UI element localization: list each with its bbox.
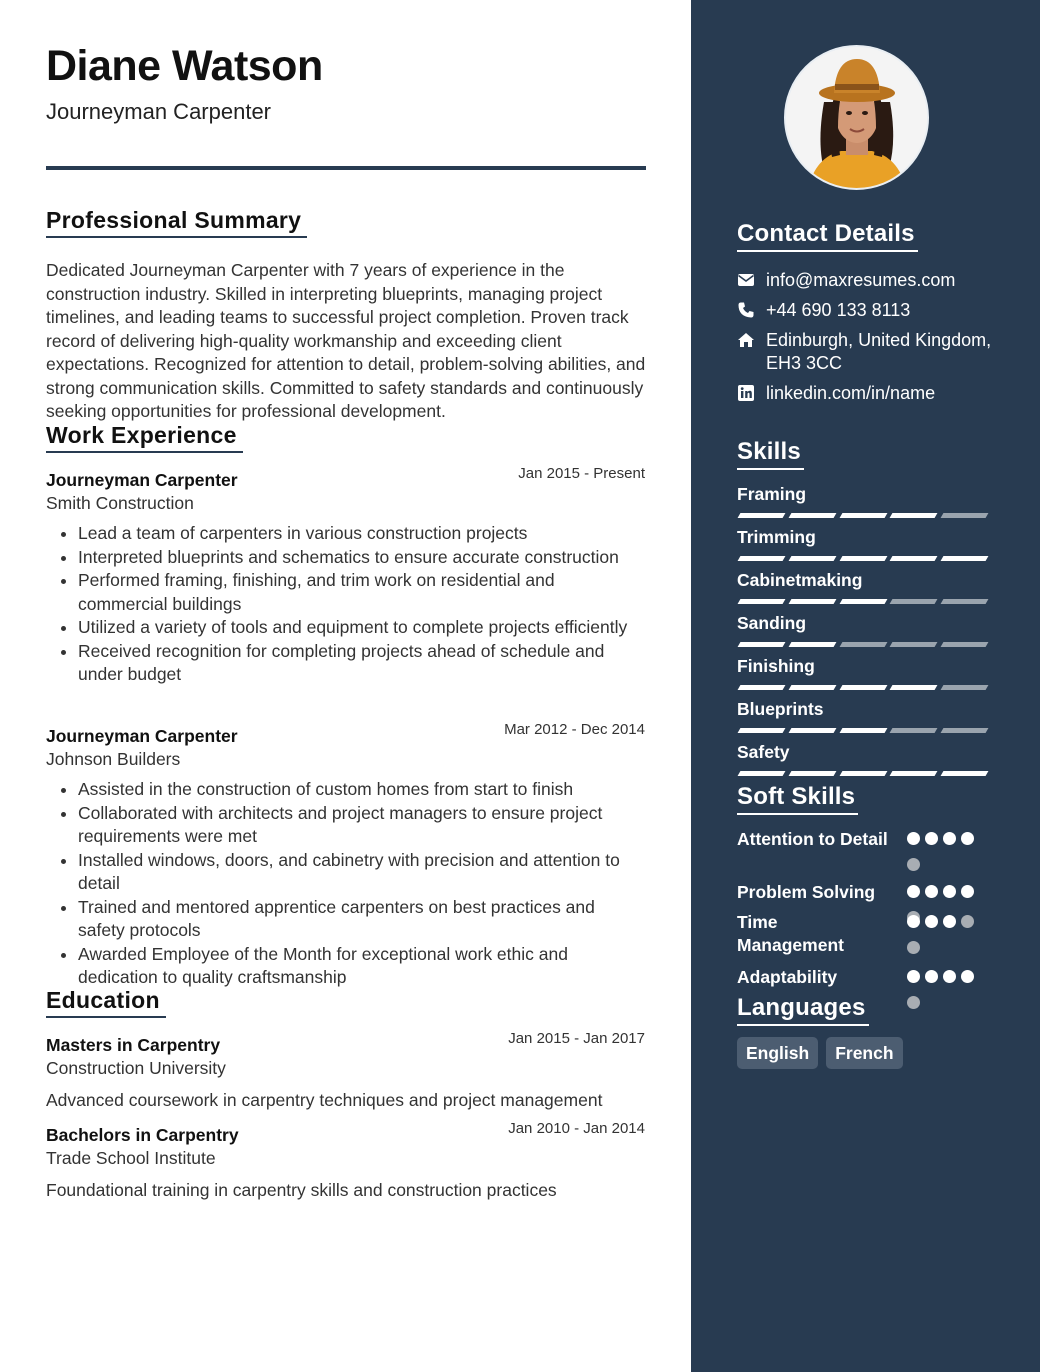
skill-bar-segment bbox=[788, 556, 836, 561]
degree-date: Jan 2015 - Jan 2017 bbox=[508, 1030, 645, 1047]
rating-dot bbox=[943, 970, 956, 983]
skills-heading: Skills bbox=[737, 438, 804, 470]
soft-skill-rating-dots bbox=[907, 970, 987, 1022]
skill-bar-segment bbox=[839, 556, 887, 561]
job-bullet: • Installed windows, doors, and cabinetry with precision and attention to detail bbox=[78, 849, 646, 896]
skill-name: Finishing bbox=[737, 656, 815, 676]
rating-dot bbox=[907, 941, 920, 954]
skill-name: Blueprints bbox=[737, 699, 824, 719]
rating-dot bbox=[925, 915, 938, 928]
skill-bar-segment bbox=[839, 685, 887, 690]
skill-bar-segment bbox=[788, 685, 836, 690]
skill-row bbox=[737, 483, 993, 518]
linkedin-text: linkedin.com/in/name bbox=[766, 383, 936, 403]
skill-bar-segment bbox=[738, 513, 786, 518]
skill-bar-segment bbox=[738, 728, 786, 733]
contact-phone[interactable] bbox=[737, 299, 1007, 322]
skill-bar-segment bbox=[941, 599, 989, 604]
language-tag: English bbox=[737, 1037, 818, 1069]
profile-photo bbox=[784, 45, 929, 190]
job-company: Johnson Builders bbox=[46, 749, 181, 769]
soft-skills-heading: Soft Skills bbox=[737, 783, 858, 815]
skill-rating-bars bbox=[739, 728, 993, 733]
rating-dot bbox=[907, 832, 920, 845]
school-name: Construction University bbox=[46, 1058, 226, 1078]
rating-dot bbox=[907, 970, 920, 983]
degree-description: Foundational training in carpentry skills and construction practices bbox=[46, 1180, 557, 1200]
skill-bar-segment bbox=[738, 642, 786, 647]
address-text: Edinburgh, United Kingdom, EH3 3CC bbox=[766, 330, 992, 373]
skill-bar-segment bbox=[839, 771, 887, 776]
job-date: Jan 2015 - Present bbox=[518, 465, 645, 482]
skill-rating-bars bbox=[739, 642, 993, 647]
skill-bar-segment bbox=[738, 685, 786, 690]
portrait-illustration bbox=[786, 47, 927, 188]
skill-name: Safety bbox=[737, 742, 790, 762]
rating-dot bbox=[961, 915, 974, 928]
rating-dot bbox=[925, 832, 938, 845]
job-bullet: • Performed framing, finishing, and trim work on residential and commercial buildings bbox=[78, 569, 646, 616]
skill-bar-segment bbox=[890, 513, 938, 518]
job-date: Mar 2012 - Dec 2014 bbox=[504, 721, 645, 738]
soft-skill-name: Adaptability bbox=[737, 967, 838, 987]
skill-rating-bars bbox=[739, 513, 993, 518]
skill-bar-segment bbox=[890, 556, 938, 561]
skill-bar-segment bbox=[788, 513, 836, 518]
job-bullet: • Interpreted blueprints and schematics to ensure accurate construction bbox=[78, 546, 646, 570]
job-bullet: • Assisted in the construction of custom homes from start to finish bbox=[78, 778, 646, 802]
skill-row bbox=[737, 569, 993, 604]
school-name: Trade School Institute bbox=[46, 1148, 216, 1168]
rating-dot bbox=[961, 970, 974, 983]
skill-bar-segment bbox=[839, 599, 887, 604]
envelope-icon bbox=[737, 271, 755, 289]
rating-dot bbox=[943, 885, 956, 898]
education-heading: Education bbox=[46, 987, 166, 1018]
job-bullets bbox=[46, 522, 646, 687]
degree-date: Jan 2010 - Jan 2014 bbox=[508, 1120, 645, 1137]
skill-bar-segment bbox=[890, 642, 938, 647]
skill-bar-segment bbox=[788, 642, 836, 647]
skill-bar-segment bbox=[839, 513, 887, 518]
degree-title: Bachelors in Carpentry bbox=[46, 1125, 239, 1145]
soft-skill-name: Problem Solving bbox=[737, 882, 876, 902]
language-tags bbox=[737, 1037, 911, 1069]
job-bullet: • Lead a team of carpenters in various construction projects bbox=[78, 522, 646, 546]
skill-name: Sanding bbox=[737, 613, 807, 633]
skill-bar-segment bbox=[941, 685, 989, 690]
rating-dot bbox=[907, 915, 920, 928]
skill-bar-segment bbox=[941, 642, 989, 647]
skill-bar-segment bbox=[890, 728, 938, 733]
skill-row bbox=[737, 698, 993, 733]
job-company: Smith Construction bbox=[46, 493, 194, 513]
contact-address bbox=[737, 329, 1007, 375]
home-icon bbox=[737, 331, 755, 349]
skill-bar-segment bbox=[941, 728, 989, 733]
soft-skill-name: Time Management bbox=[737, 912, 844, 955]
skill-rating-bars bbox=[739, 556, 993, 561]
experience-heading: Work Experience bbox=[46, 422, 243, 453]
skill-rating-bars bbox=[739, 685, 993, 690]
skill-bar-segment bbox=[941, 556, 989, 561]
skill-bar-segment bbox=[738, 556, 786, 561]
skill-row bbox=[737, 526, 993, 561]
job-title: Journeyman Carpenter bbox=[46, 726, 238, 746]
skill-bar-segment bbox=[941, 771, 989, 776]
job-entry bbox=[46, 465, 646, 687]
job-bullet: • Trained and mentored apprentice carpenters on best practices and safety protocols bbox=[78, 896, 646, 943]
language-tag: French bbox=[826, 1037, 902, 1069]
skill-bar-segment bbox=[788, 599, 836, 604]
rating-dot bbox=[943, 832, 956, 845]
skill-name: Framing bbox=[737, 484, 807, 504]
skill-name: Cabinetmaking bbox=[737, 570, 863, 590]
rating-dot bbox=[943, 915, 956, 928]
job-entry bbox=[46, 721, 646, 990]
skill-row bbox=[737, 612, 993, 647]
email-text: info@maxresumes.com bbox=[766, 270, 956, 290]
phone-text: +44 690 133 8113 bbox=[766, 300, 911, 320]
contact-email[interactable] bbox=[737, 269, 1007, 292]
rating-dot bbox=[907, 885, 920, 898]
languages-heading: Languages bbox=[737, 994, 869, 1026]
skill-rating-bars bbox=[739, 771, 993, 776]
skill-bar-segment bbox=[839, 642, 887, 647]
phone-icon bbox=[737, 301, 755, 319]
rating-dot bbox=[925, 970, 938, 983]
skill-bar-segment bbox=[738, 771, 786, 776]
skill-bar-segment bbox=[839, 728, 887, 733]
rating-dot bbox=[907, 858, 920, 871]
candidate-name: Diane Watson bbox=[46, 42, 323, 90]
job-bullet: • Awarded Employee of the Month for exceptional work ethic and dedication to quality craftsmanship bbox=[78, 943, 646, 990]
job-bullet: • Utilized a variety of tools and equipment to complete projects efficiently bbox=[78, 616, 646, 640]
job-bullet: • Collaborated with architects and project managers to ensure project requirements were met bbox=[78, 802, 646, 849]
contact-linkedin[interactable] bbox=[737, 382, 1007, 405]
summary-text: Dedicated Journeyman Carpenter with 7 years of experience in the construction industry. Skilled in interpreting blueprints, managing project timelines, and leading teams to successful project completion. Proven track record of delivering high-quality workmanship and exceeding client expectations. Recognized for attention to detail, problem-solving abilities, and strong communication skills. Committed to safety standards and continuously seeking opportunities for professional development. bbox=[46, 260, 646, 421]
header-divider bbox=[46, 166, 646, 170]
degree-description: Advanced coursework in carpentry techniques and project management bbox=[46, 1090, 603, 1110]
skill-bar-segment bbox=[890, 685, 938, 690]
skill-bar-segment bbox=[738, 599, 786, 604]
skill-row bbox=[737, 655, 993, 690]
job-title: Journeyman Carpenter bbox=[46, 470, 238, 490]
skill-rating-bars bbox=[739, 599, 993, 604]
contact-heading: Contact Details bbox=[737, 220, 918, 252]
skill-bar-segment bbox=[890, 771, 938, 776]
job-bullet: • Received recognition for completing projects ahead of schedule and under budget bbox=[78, 640, 646, 687]
soft-skill-rating-dots bbox=[907, 915, 987, 967]
summary-heading: Professional Summary bbox=[46, 207, 307, 238]
linkedin-icon bbox=[737, 384, 755, 402]
degree-title: Masters in Carpentry bbox=[46, 1035, 221, 1055]
skill-bar-segment bbox=[788, 728, 836, 733]
skill-bar-segment bbox=[788, 771, 836, 776]
education-entry bbox=[46, 1120, 646, 1201]
sidebar bbox=[691, 0, 1040, 1372]
rating-dot bbox=[925, 885, 938, 898]
skill-row bbox=[737, 741, 993, 776]
skill-bar-segment bbox=[941, 513, 989, 518]
rating-dot bbox=[907, 996, 920, 1009]
skill-name: Trimming bbox=[737, 527, 816, 547]
job-bullets bbox=[46, 778, 646, 990]
soft-skill-rating-dots bbox=[907, 832, 987, 884]
skill-bar-segment bbox=[890, 599, 938, 604]
rating-dot bbox=[961, 885, 974, 898]
soft-skill-name: Attention to Detail bbox=[737, 829, 888, 849]
education-entry bbox=[46, 1030, 646, 1111]
candidate-title: Journeyman Carpenter bbox=[46, 99, 272, 124]
rating-dot bbox=[961, 832, 974, 845]
